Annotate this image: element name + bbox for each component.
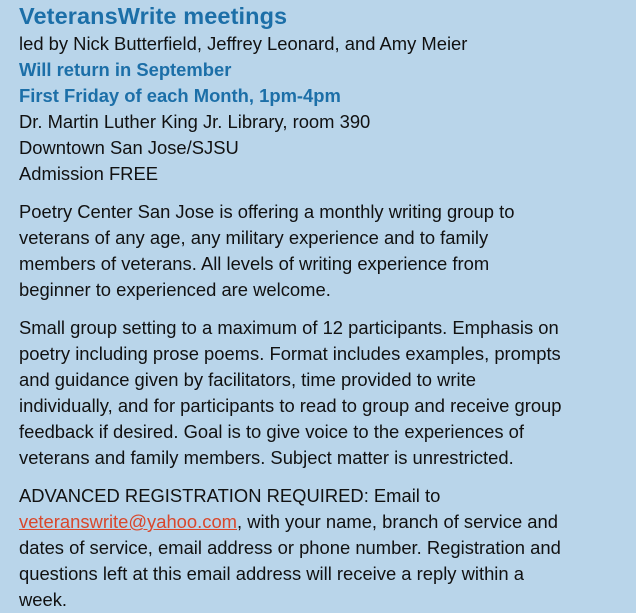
paragraph-line: questions left at this email address will receive a reply within a bbox=[19, 563, 524, 584]
paragraph-line: dates of service, email address or phone number. Registration and bbox=[19, 537, 561, 558]
intro-paragraph bbox=[19, 199, 628, 303]
paragraph-line bbox=[19, 509, 628, 535]
leaders-line: led by Nick Butterfield, Jeffrey Leonard, and Amy Meier bbox=[19, 33, 468, 54]
paragraph-line: poetry including prose poems. Format includes examples, prompts bbox=[19, 343, 561, 364]
schedule-line: First Friday of each Month, 1pm-4pm bbox=[19, 85, 341, 106]
paragraph-line: individually, and for participants to read to group and receive group bbox=[19, 395, 562, 416]
location-line: Dr. Martin Luther King Jr. Library, room 390 bbox=[19, 111, 371, 132]
registration-text: , with your name, branch of service and bbox=[237, 511, 558, 532]
registration-paragraph bbox=[19, 483, 628, 613]
format-paragraph bbox=[19, 315, 628, 471]
paragraph-line: week. bbox=[19, 589, 68, 610]
return-notice: Will return in September bbox=[19, 59, 232, 80]
email-link[interactable]: veteranswrite@yahoo.com bbox=[19, 511, 237, 532]
paragraph-line: beginner to experienced are welcome. bbox=[19, 279, 331, 300]
paragraph-line: ADVANCED REGISTRATION REQUIRED: Email to bbox=[19, 485, 441, 506]
paragraph-line: and guidance given by facilitators, time provided to write bbox=[19, 369, 476, 390]
admission-line: Admission FREE bbox=[19, 163, 158, 184]
paragraph-line: Poetry Center San Jose is offering a monthly writing group to bbox=[19, 201, 515, 222]
paragraph-line: veterans of any age, any military experience and to family bbox=[19, 227, 489, 248]
page-title: VeteransWrite meetings bbox=[19, 3, 288, 29]
paragraph-line: Small group setting to a maximum of 12 participants. Emphasis on bbox=[19, 317, 559, 338]
paragraph-line: feedback if desired. Goal is to give voice to the experiences of bbox=[19, 421, 525, 442]
city-line: Downtown San Jose/SJSU bbox=[19, 137, 239, 158]
paragraph-line: members of veterans. All levels of writing experience from bbox=[19, 253, 490, 274]
paragraph-line: veterans and family members. Subject matter is unrestricted. bbox=[19, 447, 514, 468]
